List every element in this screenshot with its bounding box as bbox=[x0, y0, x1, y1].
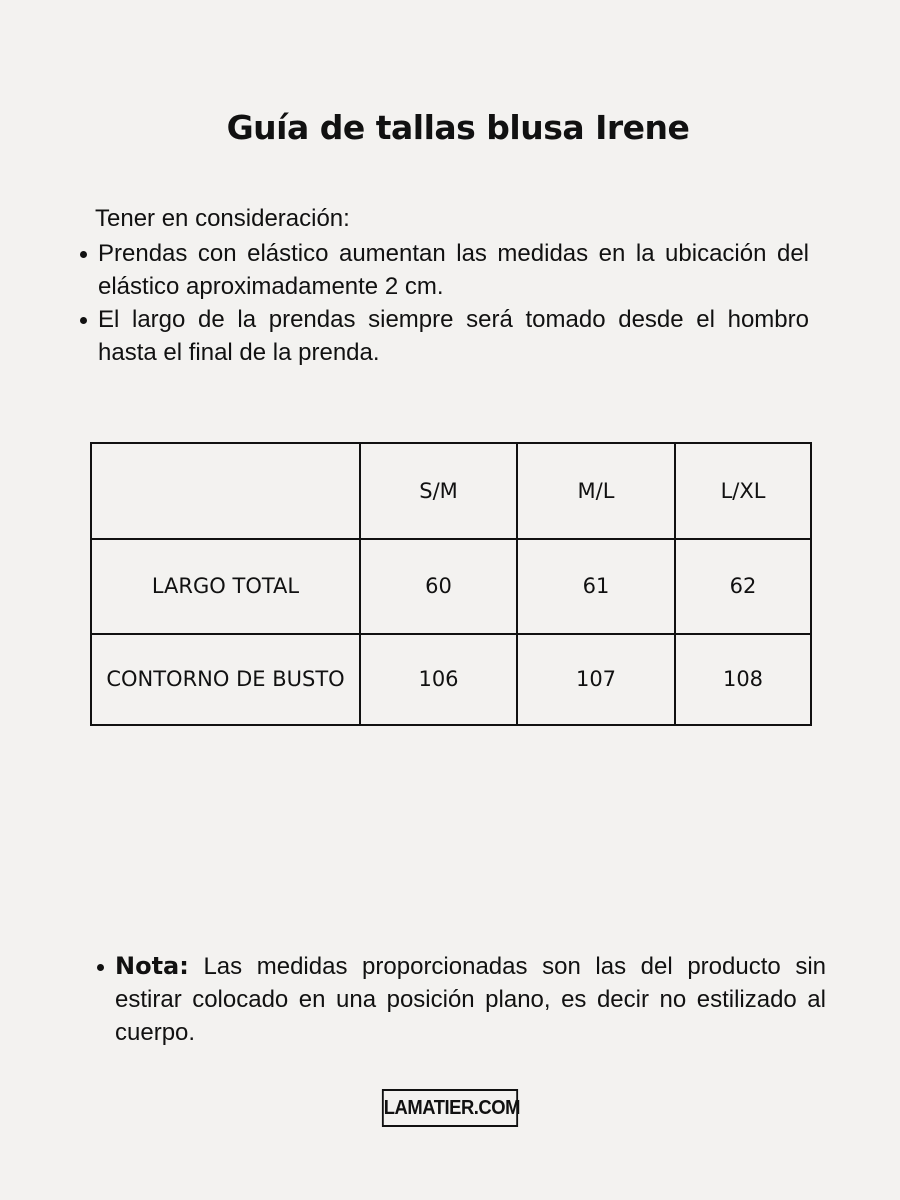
page-title: Guía de tallas blusa Irene bbox=[226, 108, 690, 147]
table-cell: 61 bbox=[517, 539, 675, 634]
brand-logo: LAMATIER.COM bbox=[382, 1089, 518, 1127]
table-header-size: L/XL bbox=[675, 443, 811, 539]
row-label: CONTORNO DE BUSTO bbox=[91, 634, 360, 725]
table-cell: 108 bbox=[675, 634, 811, 725]
table-header-size: M/L bbox=[517, 443, 675, 539]
table-cell: 60 bbox=[360, 539, 517, 634]
table-cell: 62 bbox=[675, 539, 811, 634]
table-cell: 106 bbox=[360, 634, 517, 725]
considerations-label: Tener en consideración: bbox=[95, 205, 350, 232]
list-item-text: El largo de la prendas siempre será tomado desde el hombro hasta el final de la prenda. bbox=[98, 306, 809, 366]
bullet-icon bbox=[80, 251, 87, 258]
table-row bbox=[91, 634, 811, 725]
table-header-row bbox=[91, 443, 811, 539]
table-header-size: S/M bbox=[360, 443, 517, 539]
bullet-icon bbox=[97, 964, 104, 971]
size-table bbox=[90, 442, 812, 726]
table-row bbox=[91, 539, 811, 634]
note-label: Nota: bbox=[115, 952, 189, 980]
table-header-empty bbox=[91, 443, 360, 539]
list-item bbox=[78, 303, 809, 369]
note-text: Las medidas proporcionadas son las del producto sin estirar colocado en una posición plano, es decir no estilizado al cuerpo. bbox=[115, 953, 826, 1046]
considerations-list bbox=[78, 237, 809, 369]
row-label: LARGO TOTAL bbox=[91, 539, 360, 634]
note-list bbox=[95, 950, 826, 1049]
list-item-text: Prendas con elástico aumentan las medidas en la ubicación del elástico aproximadamente 2 cm. bbox=[98, 240, 809, 300]
table-cell: 107 bbox=[517, 634, 675, 725]
list-item bbox=[78, 237, 809, 303]
note-item bbox=[95, 950, 826, 1049]
bullet-icon bbox=[80, 317, 87, 324]
